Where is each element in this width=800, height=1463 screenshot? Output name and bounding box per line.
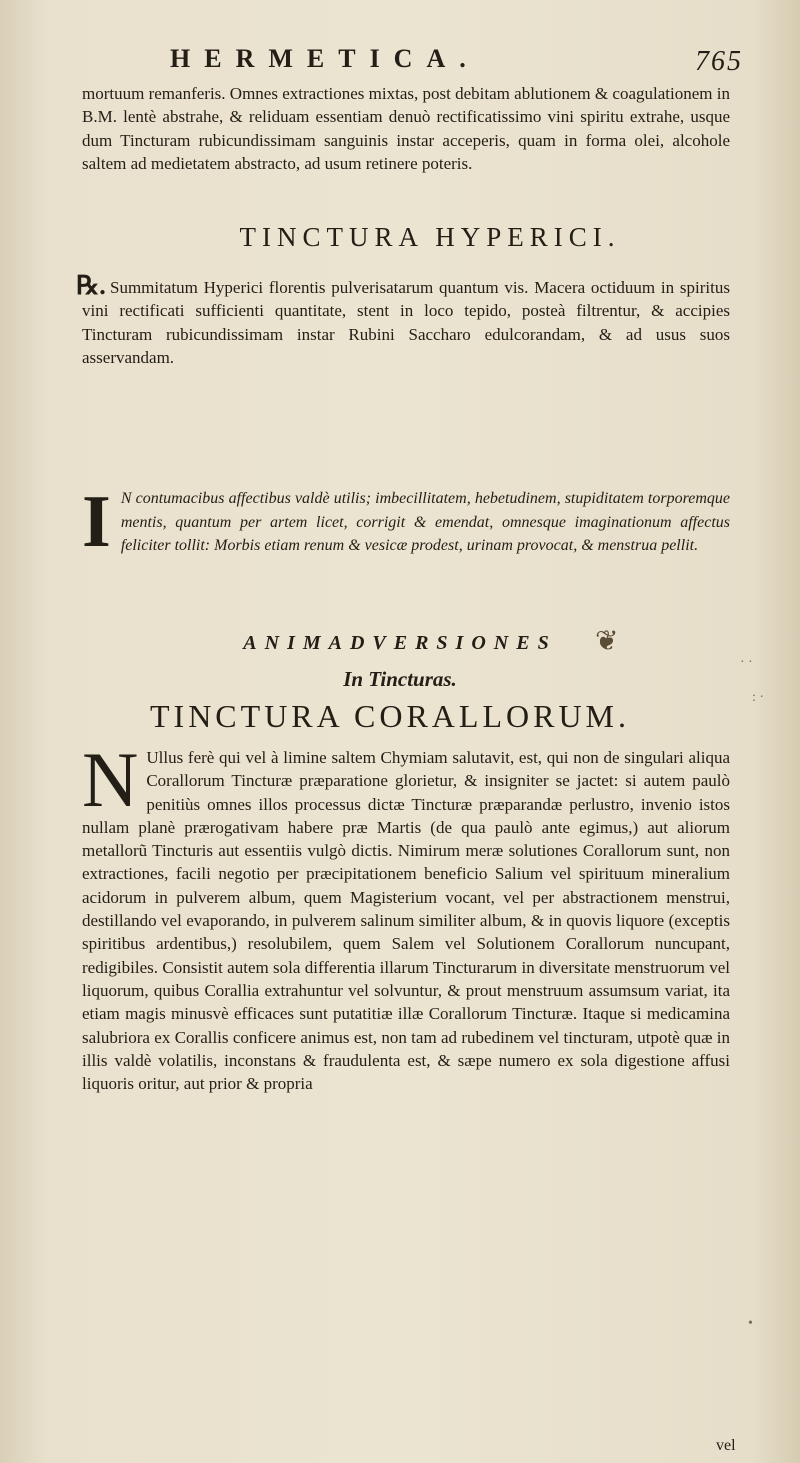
margin-mark: • bbox=[748, 1316, 753, 1331]
running-head: HERMETICA. bbox=[170, 44, 480, 73]
page-number: 765 bbox=[695, 46, 743, 77]
page-header bbox=[170, 44, 770, 84]
catchword: vel bbox=[716, 1437, 736, 1454]
margin-mark: : · bbox=[752, 690, 765, 705]
animadversiones-title: ANIMADVERSIONES bbox=[243, 632, 557, 654]
intro-paragraph: mortuum remanferis. Omnes extractiones mixtas, post debitam ablutionem & coagulationem in B.M. lentè abstrahe, & reliduam essentiam denuò rectificatissimo vini spiritu extrahe, usque dum Tincturam rubicundissimam sanguinis instar acceperis, quam in forma olei, alcohole saltem ad medietatem abstracto, ad usum retinere poteris. bbox=[82, 84, 730, 173]
animadversiones-subtitle: In Tincturas. bbox=[343, 667, 457, 691]
recipe-symbol: ℞. bbox=[76, 271, 106, 300]
section-title-hyperici: TINCTURA HYPERICI. bbox=[239, 222, 621, 252]
recipe-text: Summitatum Hyperici florentis pulverisatarum quantum vis. Macera octiduum in spiritus vini rectificati sufficienti quantitate, stent in loco tepido, posteà filtrentur, & accipies Tincturam rubicundissimam instar Rubini Saccharo edulcorandam, & ad usus suos asservandam. bbox=[82, 278, 730, 367]
corallorum-text: Ullus ferè qui vel à limine saltem Chymiam salutavit, est, qui non de singulari aliqua Corallorum Tincturæ præparatione glorietur, & insigniter se jactet: si autem paulò penitiùs omnes illos processus dictæ Tincturæ præparandæ perlustro, invenio istos nullam planè prærogativam habere præ Martis (de qua paulò ante egimus,) aut aliorum metallorũ Tincturis aut essentiis vulgò dictis. Nimirum meræ solutiones Corallorum sunt, non extractiones, facili negotio per præcipitationem beneficio Salium vel spirituum mineralium acidorum in pulverem album, quem Magisterium vocant, vel per abstractionem menstrui, destillando vel evaporando, in pulverem salinum similiter album, & in quovis liquore (exceptis spiritibus ardentibus,) resolubilem, quem Salem vel Solutionem Corallorum nuncupant, redigibiles. Consistit autem sola differentia illarum Tincturarum in diversitate menstruorum vel liquorum, quibus Corallia extrahuntur vel solvuntur, & prout menstruum assumsum variat, ita etiam magis minusvè efficaces sunt putatitiæ illæ Corallorum Tincturæ. Itaque si medicamina salubriora ex Corallis conficere animus est, non tam ad rubedinem vel tincturam, utpotè quæ in illis valdè volatilis, inconstans & fraudulenta est, & sæpe numero ex sola digestione affusi liquoris oritur, aut prior & propria bbox=[82, 748, 730, 1094]
recipe-paragraph bbox=[76, 271, 730, 369]
drop-cap: N bbox=[82, 736, 139, 823]
section-title-corallorum: TINCTURA CORALLORUM. bbox=[149, 698, 630, 734]
corallorum-paragraph bbox=[82, 736, 730, 1095]
virtues-paragraph bbox=[82, 481, 730, 563]
virtues-text: N contumacibus affectibus valdè utilis; imbecillitatem, hebetudinem, stupiditatem torporemque mentis, quantum per artem licet, corrigit & emendat, omnesque imaginationum affectus feliciter tollit: Morbis etiam renum & vesicæ prodest, urinam provocat, & menstrua pellit. bbox=[120, 490, 730, 554]
fleuron-icon: ❦ bbox=[595, 626, 619, 657]
margin-mark: · · bbox=[740, 655, 753, 670]
drop-cap: I bbox=[82, 481, 111, 563]
